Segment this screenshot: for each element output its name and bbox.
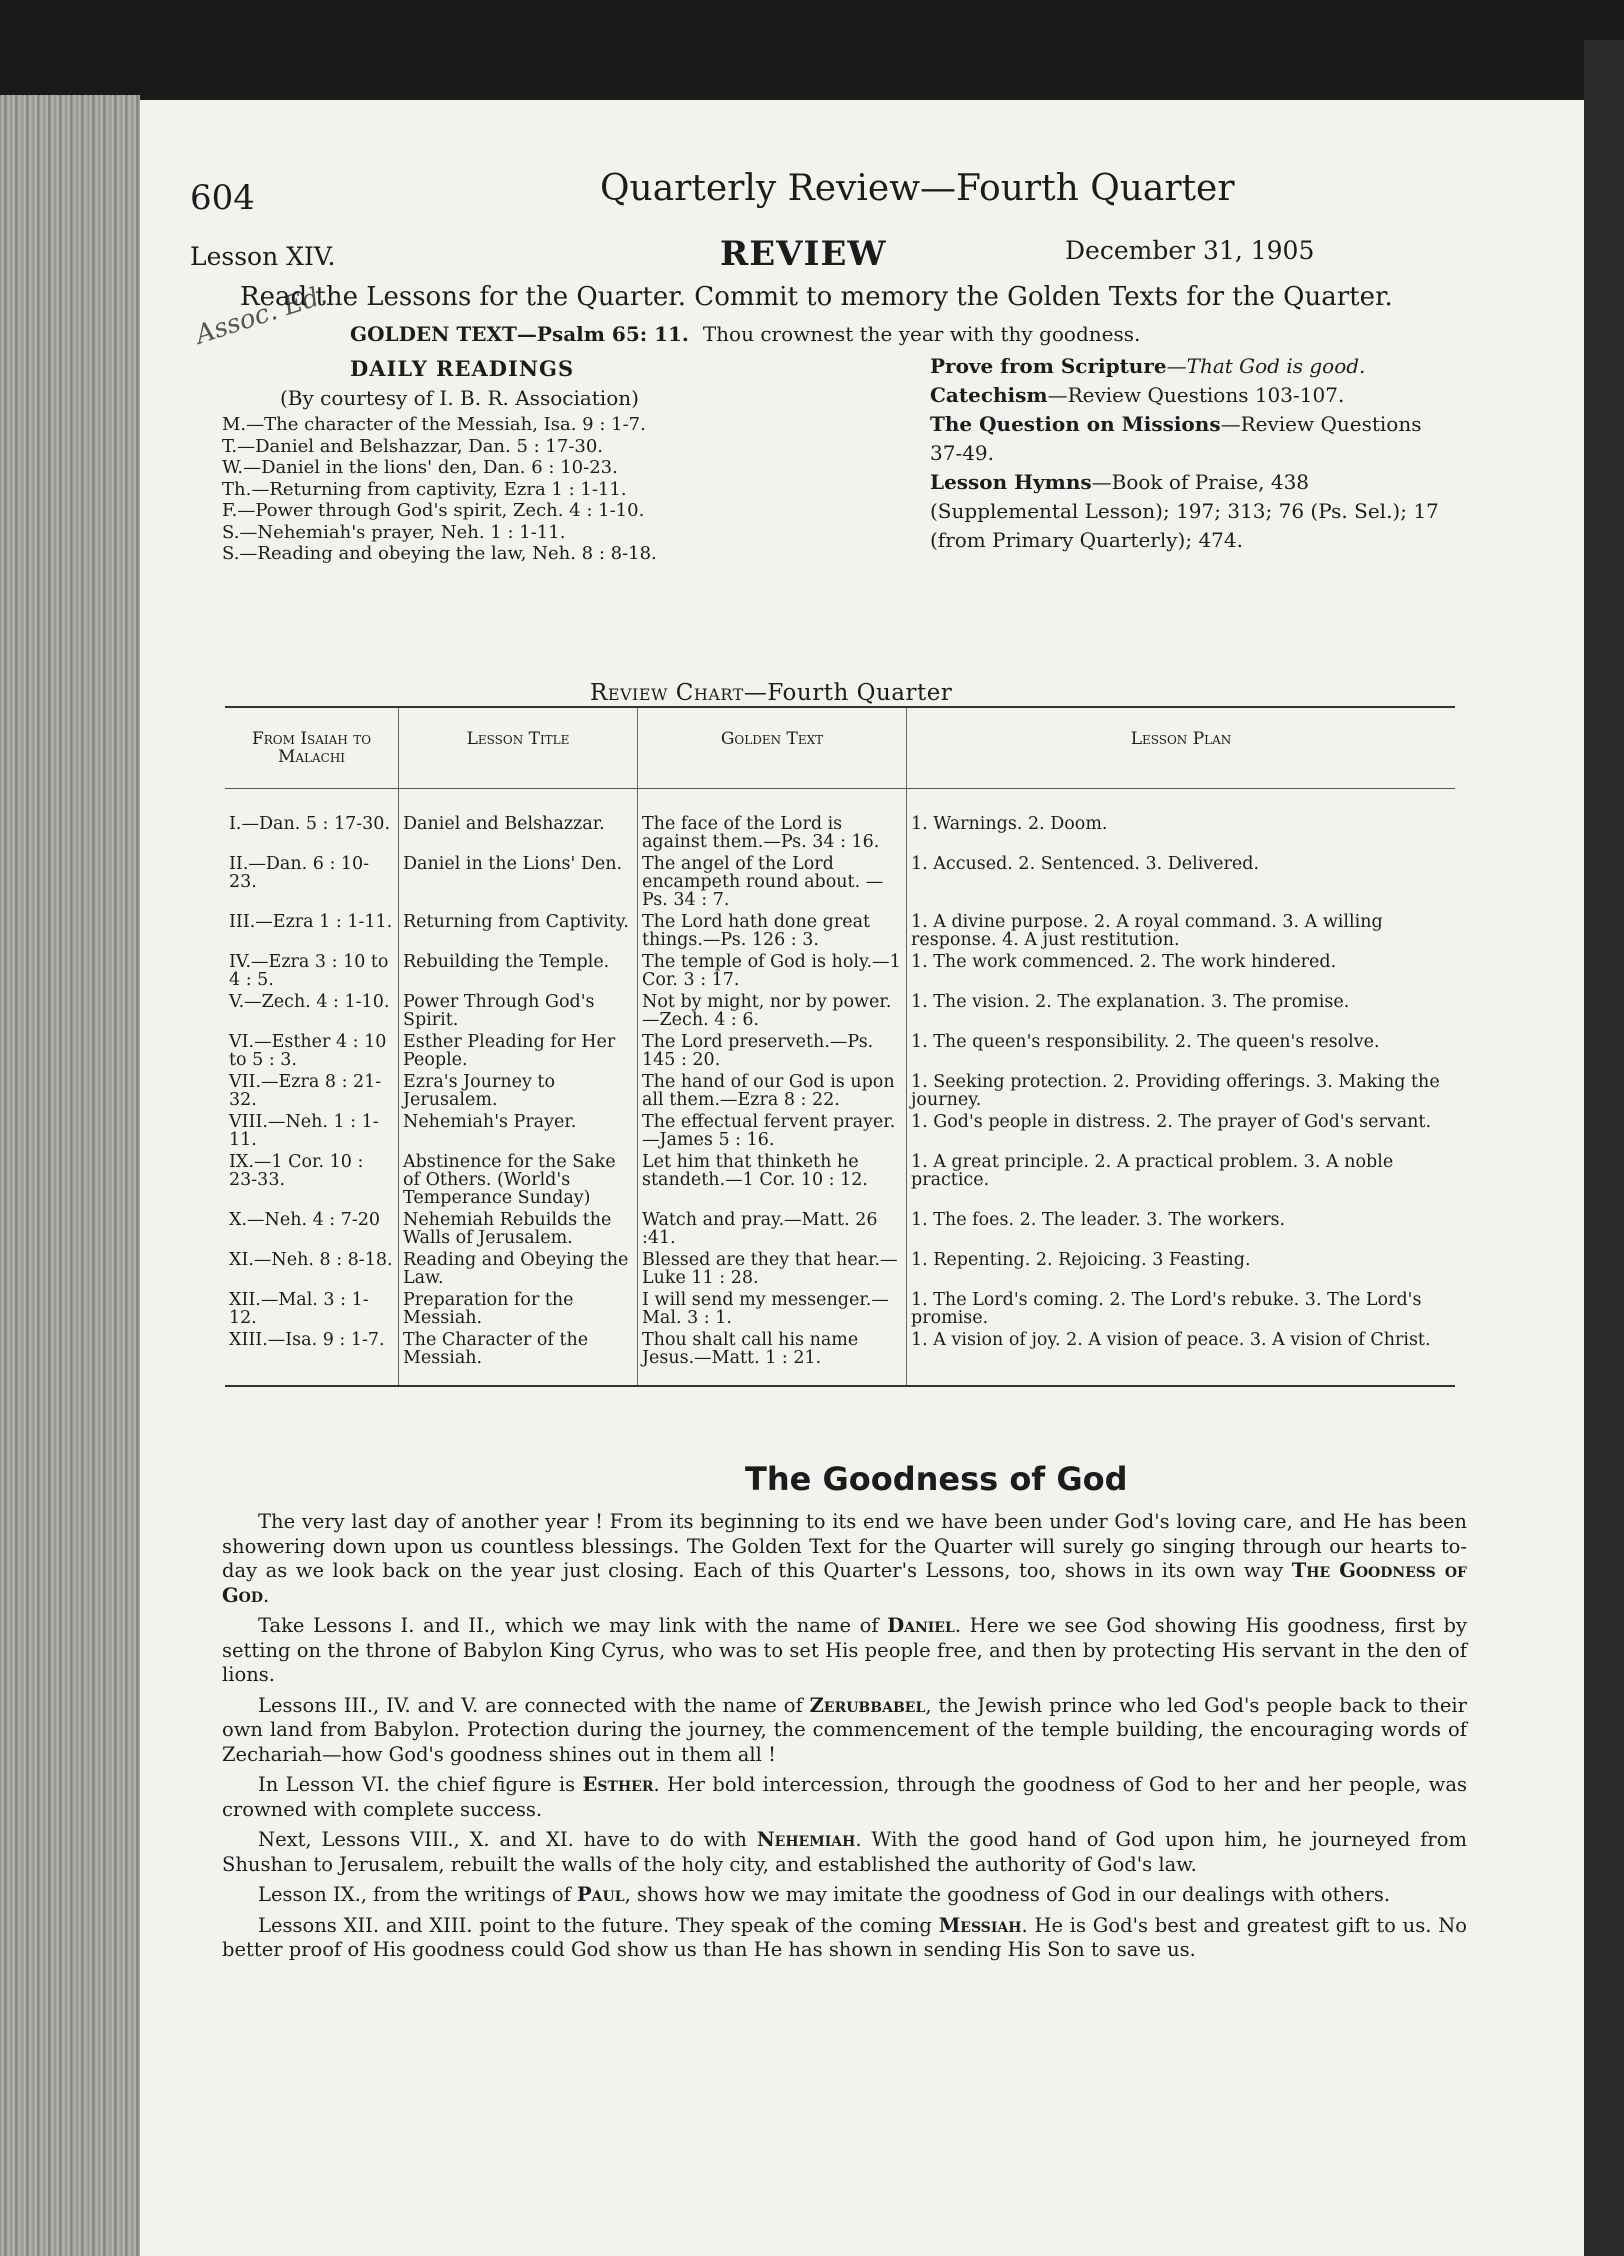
table-row	[225, 1209, 1455, 1249]
essay-paragraph: In Lesson VI. the chief figure is Esther. Her bold intercession, through the goodness of God to her and her people, was crowned with complete success.	[222, 1773, 1467, 1821]
list-item: S.—Reading and obeying the law, Neh. 8 : 8-18.	[222, 543, 657, 564]
lesson-number: Lesson XIV.	[190, 242, 336, 271]
lesson-aids	[930, 352, 1450, 555]
table-cell: 1. The foes. 2. The leader. 3. The workers.	[907, 1209, 1456, 1249]
table-cell: Power Through God's Spirit.	[399, 991, 638, 1031]
table-cell: 1. Repenting. 2. Rejoicing. 3 Feasting.	[907, 1249, 1456, 1289]
table-cell: X.—Neh. 4 : 7-20	[229, 1210, 381, 1230]
review-chart	[225, 706, 1455, 1387]
golden-text	[350, 322, 1140, 346]
table-cell: 1. Seeking protection. 2. Providing offerings. 3. Making the journey.	[907, 1071, 1456, 1111]
table-cell: XI.—Neh. 8 : 8-18.	[229, 1250, 393, 1270]
chart-title: Review Chart—Fourth Quarter	[590, 680, 953, 706]
table-cell: 1. A great principle. 2. A practical problem. 3. A noble practice.	[907, 1151, 1456, 1209]
lesson-title: REVIEW	[720, 234, 887, 274]
table-cell: 1. A vision of joy. 2. A vision of peace. 3. A vision of Christ.	[907, 1329, 1456, 1386]
table-cell: Returning from Captivity.	[399, 911, 638, 951]
essay-paragraph: Lessons III., IV. and V. are connected with the name of Zerubbabel, the Jewish prince who led God's people back to their own land from Babylon. Protection during the journey, the commencement of the temple building, the encouraging words of Zechariah—how God's goodness shines out in them all !	[222, 1693, 1467, 1766]
lesson-instruction: Read the Lessons for the Quarter. Commit to memory the Golden Texts for the Quarter.	[240, 282, 1393, 312]
table-row	[225, 911, 1455, 951]
table-cell: Ezra's Journey to Jerusalem.	[399, 1071, 638, 1111]
lesson-hymns: Lesson Hymns—Book of Praise, 438 (Supplemental Lesson); 197; 313; 76 (Ps. Sel.); 17 (from Primary Quarterly); 474.	[930, 470, 1439, 552]
list-item: S.—Nehemiah's prayer, Neh. 1 : 1-11.	[222, 521, 566, 543]
table-cell: 1. The work commenced. 2. The work hindered.	[907, 951, 1456, 991]
golden-text-label: GOLDEN TEXT—Psalm 65: 11.	[350, 322, 689, 346]
table-cell: 1. Accused. 2. Sentenced. 3. Delivered.	[907, 853, 1456, 911]
table-cell: Reading and Obeying the Law.	[399, 1249, 638, 1289]
table-cell: XIII.—Isa. 9 : 1-7.	[225, 1329, 399, 1386]
table-cell: V.—Zech. 4 : 1-10.	[229, 992, 390, 1012]
scan-right-border	[1584, 40, 1624, 2256]
essay-paragraph: Take Lessons I. and II., which we may link with the name of Daniel. Here we see God showing His goodness, first by setting on the throne of Babylon King Cyrus, who was to set His people free, and then by protecting His servant in the den of lions.	[222, 1614, 1467, 1686]
column-header: Lesson Plan	[907, 707, 1456, 789]
table-cell: Nehemiah's Prayer.	[399, 1111, 638, 1151]
table-row	[225, 1071, 1455, 1111]
table-cell: 1. The vision. 2. The explanation. 3. The promise.	[907, 991, 1456, 1031]
column-header: Lesson Title	[399, 707, 638, 789]
table-cell: IX.—1 Cor. 10 : 23-33.	[229, 1152, 364, 1190]
table-cell: XII.—Mal. 3 : 1-12.	[229, 1290, 369, 1328]
table-cell: III.—Ezra 1 : 1-11.	[229, 912, 393, 932]
table-cell: II.—Dan. 6 : 10-23.	[229, 854, 370, 892]
column-header: From Isaiah to Malachi	[225, 707, 399, 789]
list-item: Th.—Returning from captivity, Ezra 1 : 1-11.	[222, 478, 627, 500]
essay-paragraph: Lessons XII. and XIII. point to the future. They speak of the coming Messiah. He is God's best and greatest gift to us. No better proof of His goodness could God show us than He has shown in sending His Son to save us.	[222, 1913, 1467, 1961]
table-cell: The temple of God is holy.—1 Cor. 3 : 17.	[638, 951, 907, 991]
table-cell: The Lord hath done great things.—Ps. 126 : 3.	[638, 911, 907, 951]
table-cell: The effectual fervent prayer.—James 5 : 16.	[638, 1111, 907, 1151]
table-cell: I will send my messenger.—Mal. 3 : 1.	[638, 1289, 907, 1329]
list-item: M.—The character of the Messiah, Isa. 9 : 1-7.	[222, 414, 646, 435]
question-on-missions: The Question on Missions—Review Questions 37-49.	[930, 412, 1422, 465]
table-cell: The face of the Lord is against them.—Ps. 34 : 16.	[638, 789, 907, 854]
table-cell: VIII.—Neh. 1 : 1-11.	[229, 1112, 379, 1150]
list-item: T.—Daniel and Belshazzar, Dan. 5 : 17-30.	[222, 435, 604, 457]
book-binding	[0, 95, 140, 2256]
table-cell: 1. God's people in distress. 2. The prayer of God's servant.	[907, 1111, 1456, 1151]
table-cell: Nehemiah Rebuilds the Walls of Jerusalem.	[399, 1209, 638, 1249]
table-row	[225, 853, 1455, 911]
handwritten-note: Assoc. Ed.	[192, 279, 331, 351]
table-cell: VII.—Ezra 8 : 21-32.	[229, 1072, 382, 1110]
catechism: Catechism—Review Questions 103-107.	[930, 383, 1345, 407]
golden-text-body: Thou crownest the year with thy goodness.	[702, 322, 1141, 346]
daily-readings-heading: DAILY READINGS	[350, 356, 575, 381]
prove-from-scripture: Prove from Scripture—That God is good.	[930, 354, 1366, 378]
table-cell: 1. Warnings. 2. Doom.	[907, 789, 1456, 854]
table-cell: Watch and pray.—Matt. 26 :41.	[638, 1209, 907, 1249]
table-cell: I.—Dan. 5 : 17-30.	[229, 814, 391, 834]
table-row	[225, 1289, 1455, 1329]
table-row	[225, 1111, 1455, 1151]
table-cell: Abstinence for the Sake of Others. (World's Temperance Sunday)	[399, 1151, 638, 1209]
table-cell: 1. A divine purpose. 2. A royal command. 3. A willing response. 4. A just restitution.	[907, 911, 1456, 951]
review-chart-body	[225, 789, 1455, 1387]
table-row	[225, 1329, 1455, 1386]
table-cell: Daniel in the Lions' Den.	[399, 853, 638, 911]
page-number: 604	[190, 178, 255, 218]
lesson-date: December 31, 1905	[1065, 236, 1315, 265]
table-row	[225, 951, 1455, 991]
table-cell: 1. The queen's responsibility. 2. The queen's resolve.	[907, 1031, 1456, 1071]
list-item: F.—Power through God's spirit, Zech. 4 : 1-10.	[222, 500, 645, 521]
essay-heading: The Goodness of God	[745, 1460, 1128, 1498]
table-cell: Thou shalt call his name Jesus.—Matt. 1 : 21.	[638, 1329, 907, 1386]
table-cell: Rebuilding the Temple.	[399, 951, 638, 991]
table-row	[225, 1151, 1455, 1209]
essay-paragraph: The very last day of another year ! From its beginning to its end we have been under God's loving care, and He has been showering down upon us countless blessings. The Golden Text for the Quarter will surely go singing through our hearts to-day as we look back on the year just closing. Each of this Quarter's Lessons, too, shows in its own way The Goodness of God.	[222, 1510, 1467, 1607]
table-cell: Daniel and Belshazzar.	[399, 789, 638, 854]
table-cell: The hand of our God is upon all them.—Ezra 8 : 22.	[638, 1071, 907, 1111]
table-row	[225, 1031, 1455, 1071]
scan-top-border	[0, 0, 1624, 100]
daily-readings-courtesy: (By courtesy of I. B. R. Association)	[280, 386, 639, 410]
column-header: Golden Text	[638, 707, 907, 789]
table-cell: Let him that thinketh he standeth.—1 Cor. 10 : 12.	[638, 1151, 907, 1209]
table-cell: IV.—Ezra 3 : 10 to 4 : 5.	[229, 952, 389, 990]
table-row	[225, 1249, 1455, 1289]
daily-readings-list	[222, 414, 782, 565]
table-cell: Blessed are they that hear.—Luke 11 : 28.	[638, 1249, 907, 1289]
essay-paragraph: Next, Lessons VIII., X. and XI. have to do with Nehemiah. With the good hand of God upon him, he journeyed from Shushan to Jerusalem, rebuilt the walls of the holy city, and established the authority of God's law.	[222, 1828, 1467, 1876]
review-chart-table	[225, 706, 1455, 1387]
essay-body	[222, 1510, 1467, 1969]
table-cell: VI.—Esther 4 : 10 to 5 : 3.	[229, 1032, 387, 1070]
table-cell: Not by might, nor by power.—Zech. 4 : 6.	[638, 991, 907, 1031]
table-cell: 1. The Lord's coming. 2. The Lord's rebuke. 3. The Lord's promise.	[907, 1289, 1456, 1329]
table-cell: The Lord preserveth.—Ps. 145 : 20.	[638, 1031, 907, 1071]
table-row	[225, 991, 1455, 1031]
table-cell: The angel of the Lord encampeth round about. —Ps. 34 : 7.	[638, 853, 907, 911]
list-item: W.—Daniel in the lions' den, Dan. 6 : 10-23.	[222, 457, 618, 478]
table-cell: The Character of the Messiah.	[399, 1329, 638, 1386]
essay-paragraph: Lesson IX., from the writings of Paul, shows how we may imitate the goodness of God in our dealings with others.	[258, 1883, 1391, 1906]
table-cell: Esther Pleading for Her People.	[399, 1031, 638, 1071]
table-row	[225, 789, 1455, 854]
running-title: Quarterly Review—Fourth Quarter	[600, 168, 1235, 209]
table-cell: Preparation for the Messiah.	[399, 1289, 638, 1329]
